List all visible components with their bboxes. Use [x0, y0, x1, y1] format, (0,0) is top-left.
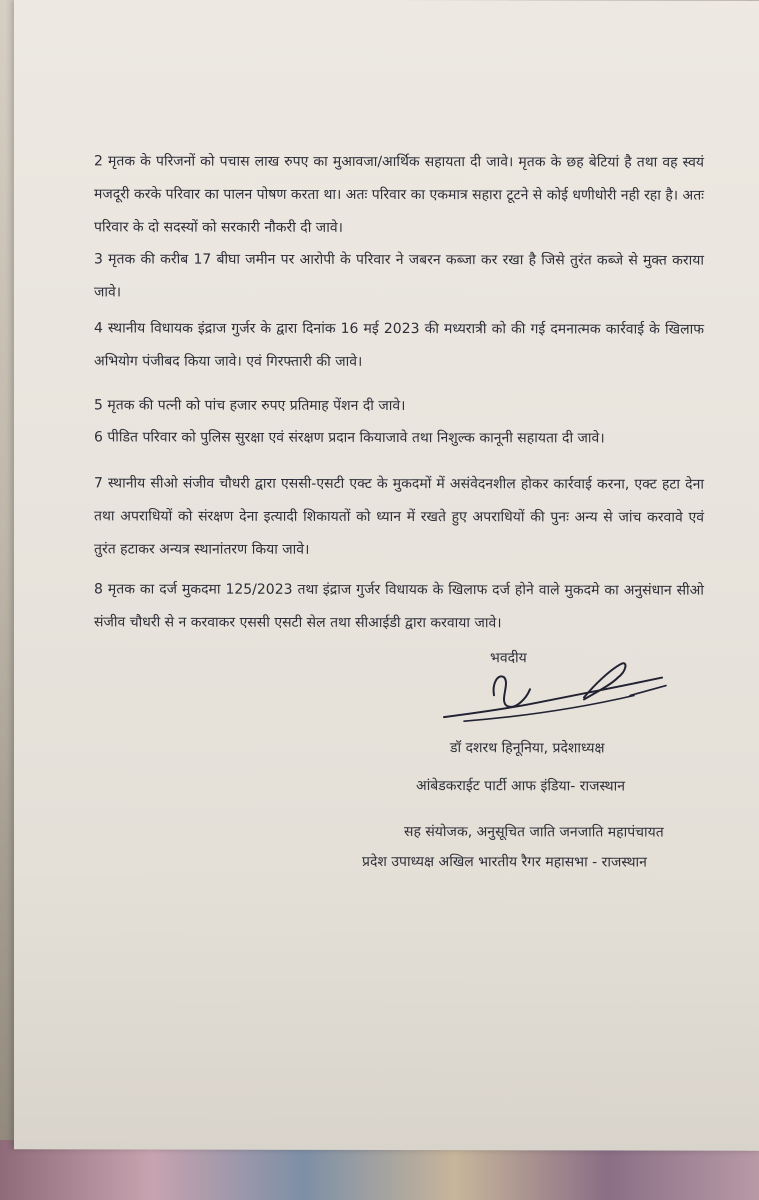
signatory-role-2: प्रदेश उपाध्यक्ष अखिल भारतीय रैगर महासभा - राजस्थान	[362, 853, 647, 871]
organization-name: आंबेडकराईट पार्टी आफ इंडिया- राजस्थान	[416, 778, 626, 795]
demand-paragraph-2: 2 मृतक के परिजनों को पचास लाख रुपए का मुआवजा/आर्थिक सहायता दी जावे। मृतक के छह बेटियां है तथा वह स्वयं मजदूरी करके परिवार का पालन पोषण करता था। अतः परिवार का एकमात्र सहारा टूटने से कोई धणीधोरी नही रहा है। अतः परिवार के दो सदस्यों को सरकारी नौकरी दी जावे।	[94, 153, 705, 236]
closing-salutation: भवदीय	[490, 650, 527, 667]
demand-paragraph-8: 8 मृतक का दर्ज मुकदमा 125/2023 तथा इंद्राज गुर्जर विधायक के खिलाफ दर्ज होने वाले मुकदमे का अनुसंधान सीओ संजीव चौधरी से न करवाकर एससी एसटी सेल तथा सीआईडी द्वारा करवाया जावे।	[94, 581, 704, 632]
signatory-name: डॉ दशरथ हिनूनिया, प्रदेशाध्यक्ष	[450, 740, 605, 757]
demand-paragraph-5: 5 मृतक की पत्नी को पांच हजार रुपए प्रतिमाह पेंशन दी जावे।	[94, 397, 406, 415]
demand-paragraph-7: 7 स्थानीय सीओ संजीव चौधरी द्वारा एससी-एसटी एक्ट के मुकदमों में असंवेदनशील होकर कार्रवाई करना, एक्ट हटा देना तथा अपराधियों को संरक्षण देना इत्यादी शिकायतों को ध्यान में रखते हुए अपराधियों की पुनः अन्य से जांच करवावे एवं तुरंत हटाकर अन्यत्र स्थानांतरण किया जावे।	[94, 475, 704, 558]
demand-paragraph-6: 6 पीडित परिवार को पुलिस सुरक्षा एवं संरक्षण प्रदान कियाजावे तथा निशुल्क कानूनी सहायता दी जावे।	[94, 429, 605, 447]
letter-page	[14, 0, 759, 1151]
signatory-role-1: सह संयोजक, अनुसूचित जाति जनजाति महापंचायत	[404, 824, 664, 841]
demand-paragraph-4: 4 स्थानीय विधायक इंद्राज गुर्जर के द्वारा दिनांक 16 मई 2023 की मध्यरात्री को की गई दमनात्मक कार्रवाई के खिलाफ अभियोग पंजीबद किया जावे। एवं गिरफ्तारी की जावे।	[94, 320, 704, 370]
handwritten-signature	[434, 655, 674, 736]
demand-paragraph-3: 3 मृतक की करीब 17 बीघा जमीन पर आरोपी के परिवार ने जबरन कब्जा कर रखा है जिसे तुरंत कब्जे से मुक्त कराया जावे।	[94, 251, 704, 301]
